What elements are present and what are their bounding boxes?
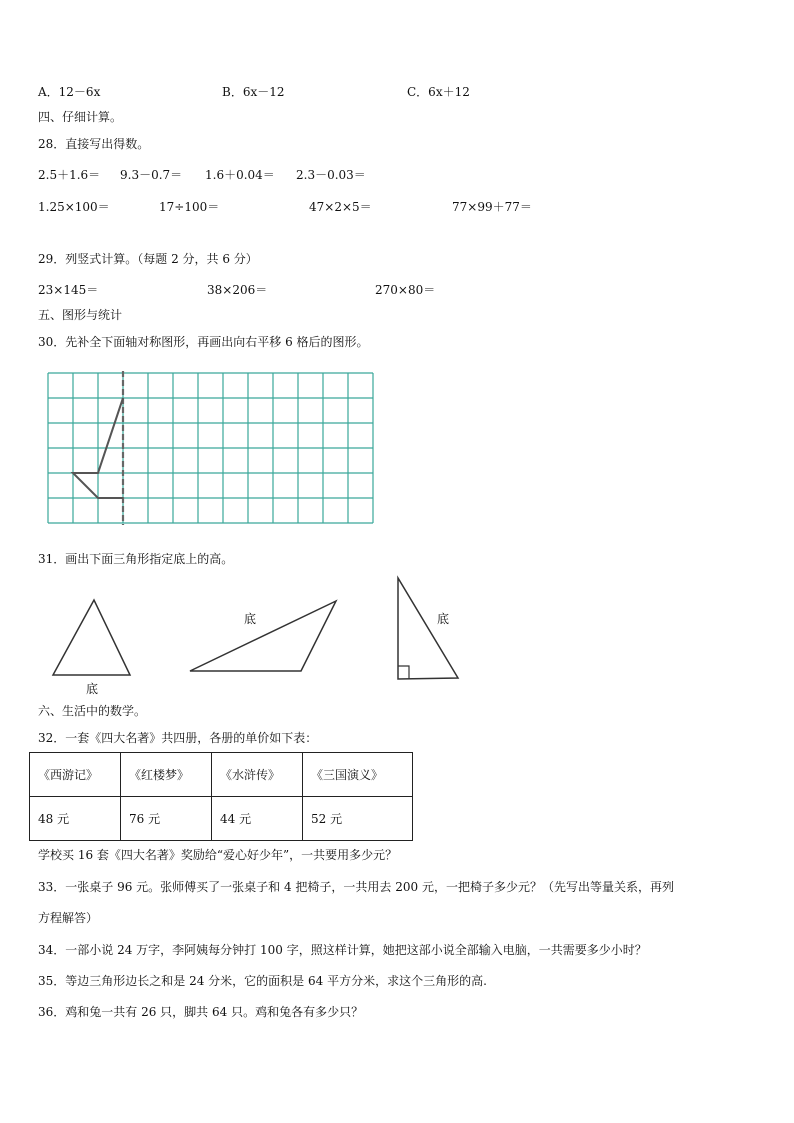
q32-question: 学校买 16 套《四大名著》奖励给“爱心好少年”，一共要用多少元？ — [38, 848, 398, 862]
table-header-row — [30, 753, 413, 797]
section-4-heading: 四、仔细计算。 — [38, 110, 123, 124]
section-5-heading: 五、图形与统计 — [38, 308, 123, 322]
q28-item: 2.3－0.03＝ — [296, 168, 366, 182]
q28-item: 77×99＋77＝ — [452, 200, 532, 214]
table-cell: 76 元 — [121, 797, 212, 841]
base-label-1: 底 — [86, 682, 99, 696]
q28-item: 17÷100＝ — [159, 200, 220, 214]
triangles — [0, 570, 794, 703]
table-cell: 44 元 — [212, 797, 303, 841]
table-header-cell: 《三国演义》 — [303, 753, 413, 797]
grid-figure — [46, 371, 376, 527]
q31-title: 31．画出下面三角形指定底上的高。 — [38, 552, 234, 566]
option-a: A．12－6x — [38, 85, 101, 99]
q28-item: 1.25×100＝ — [38, 200, 110, 214]
right-angle-mark — [398, 666, 409, 679]
triangle-2 — [190, 601, 336, 671]
option-c: C．6x＋12 — [407, 85, 470, 99]
section-6-heading: 六、生活中的数学。 — [38, 704, 147, 718]
q29-item: 38×206＝ — [207, 283, 268, 297]
base-label-2: 底 — [244, 612, 257, 626]
table-cell: 48 元 — [30, 797, 121, 841]
triangle-1 — [53, 600, 130, 675]
symmetry-grid — [46, 371, 376, 530]
q32-title: 32．一套《四大名著》共四册，各册的单价如下表： — [38, 731, 318, 745]
q33-line1: 33．一张桌子 96 元。张师傅买了一张桌子和 4 把椅子，一共用去 200 元，一把椅子多少元？（先写出等量关系，再列 — [38, 880, 674, 894]
option-b: B．6x－12 — [222, 85, 285, 99]
q30-title: 30．先补全下面轴对称图形，再画出向右平移 6 格后的图形。 — [38, 335, 369, 349]
table-header-cell: 《水浒传》 — [212, 753, 303, 797]
q29-item: 270×80＝ — [375, 283, 436, 297]
q28-item: 1.6＋0.04＝ — [205, 168, 275, 182]
q35-text: 35．等边三角形边长之和是 24 分米，它的面积是 64 平方分米，求这个三角形的高. — [38, 974, 487, 988]
triangles-figure — [0, 570, 794, 700]
base-label-3: 底 — [437, 612, 450, 626]
price-table — [29, 752, 413, 841]
q28-item: 47×2×5＝ — [309, 200, 372, 214]
q29-item: 23×145＝ — [38, 283, 99, 297]
table-cell: 52 元 — [303, 797, 413, 841]
q34-text: 34．一部小说 24 万字，李阿姨每分钟打 100 字，照这样计算，她把这部小说全部输入电脑，一共需要多少小时？ — [38, 943, 647, 957]
table-row — [30, 797, 413, 841]
q33-line2: 方程解答） — [38, 911, 99, 925]
q28-title: 28．直接写出得数。 — [38, 137, 150, 151]
q28-item: 2.5＋1.6＝ — [38, 168, 101, 182]
grid-lines — [48, 373, 373, 523]
q29-title: 29．列竖式计算。（每题 2 分，共 6 分） — [38, 252, 258, 266]
q28-item: 9.3－0.7＝ — [120, 168, 183, 182]
triangle-3 — [398, 578, 458, 679]
table-header-cell: 《西游记》 — [30, 753, 121, 797]
table-header-cell: 《红楼梦》 — [121, 753, 212, 797]
q36-text: 36．鸡和兔一共有 26 只，脚共 64 只。鸡和兔各有多少只？ — [38, 1005, 364, 1019]
